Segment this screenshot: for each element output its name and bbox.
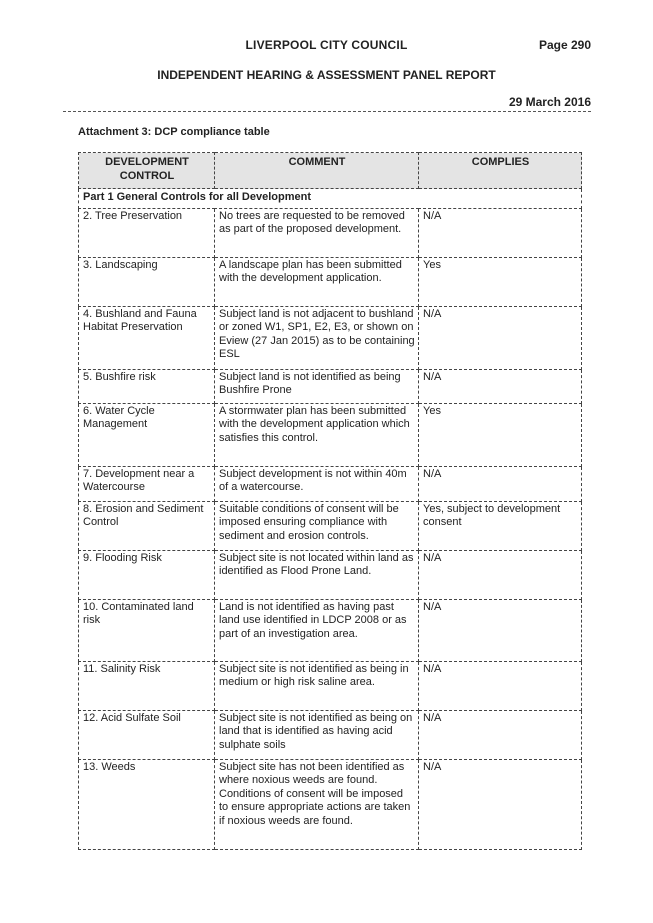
complies-cell: N/A [419, 599, 582, 661]
header-divider [63, 111, 591, 112]
comment-cell: A stormwater plan has been submitted with the development application which satisfies this control. [215, 403, 419, 466]
table-row [79, 306, 582, 369]
complies-cell: N/A [419, 208, 582, 257]
column-header-comment: COMMENT [215, 153, 419, 189]
table-row [79, 550, 582, 599]
complies-cell: Yes, subject to development consent [419, 501, 582, 550]
table-row [79, 369, 582, 403]
comment-cell: Subject development is not within 40m of a watercourse. [215, 466, 419, 501]
complies-cell: N/A [419, 466, 582, 501]
complies-cell: N/A [419, 661, 582, 710]
column-header-control: DEVELOPMENT CONTROL [79, 153, 215, 189]
report-date: 29 March 2016 [508, 95, 591, 109]
control-cell: 13. Weeds [79, 759, 215, 849]
control-cell: 2. Tree Preservation [79, 208, 215, 257]
table-row [79, 599, 582, 661]
comment-cell: Subject site has not been identified as where noxious weeds are found. Conditions of consent will be imposed to ensure appropriate actions are taken if noxious weeds are found. [215, 759, 419, 849]
council-name: LIVERPOOL CITY COUNCIL [245, 38, 408, 52]
complies-cell: N/A [419, 306, 582, 369]
control-cell: 5. Bushfire risk [79, 369, 215, 403]
control-cell: 3. Landscaping [79, 257, 215, 306]
comment-cell: Subject site is not identified as being on land that is identified as having acid sulphate soils [215, 710, 419, 759]
complies-cell: N/A [419, 369, 582, 403]
comment-cell: No trees are requested to be removed as part of the proposed development. [215, 208, 419, 257]
section-heading-row [79, 189, 582, 209]
comment-cell: Subject site is not located within land as identified as Flood Prone Land. [215, 550, 419, 599]
report-title: INDEPENDENT HEARING & ASSESSMENT PANEL REPORT [157, 68, 496, 82]
complies-cell: Yes [419, 403, 582, 466]
complies-cell: N/A [419, 550, 582, 599]
comment-cell: Suitable conditions of consent will be imposed ensuring compliance with sediment and erosion controls. [215, 501, 419, 550]
control-cell: 4. Bushland and Fauna Habitat Preservation [79, 306, 215, 369]
comment-cell: A landscape plan has been submitted with the development application. [215, 257, 419, 306]
complies-cell: Yes [419, 257, 582, 306]
comment-cell: Land is not identified as having past land use identified in LDCP 2008 or as part of an investigation area. [215, 599, 419, 661]
comment-cell: Subject site is not identified as being in medium or high risk saline area. [215, 661, 419, 710]
complies-cell: N/A [419, 759, 582, 849]
table-row [79, 208, 582, 257]
comment-cell: Subject land is not adjacent to bushland or zoned W1, SP1, E2, E3, or shown on Eview (27 Jan 2015) as to be containing ESL [215, 306, 419, 369]
table-row [79, 403, 582, 466]
table-row [79, 466, 582, 501]
table-row [79, 759, 582, 849]
section-heading: Part 1 General Controls for all Development [79, 189, 582, 209]
dcp-compliance-table [78, 152, 582, 850]
attachment-title: Attachment 3: DCP compliance table [78, 126, 270, 138]
control-cell: 8. Erosion and Sediment Control [79, 501, 215, 550]
table-row [79, 710, 582, 759]
control-cell: 6. Water Cycle Management [79, 403, 215, 466]
complies-cell: N/A [419, 710, 582, 759]
table-row [79, 501, 582, 550]
table-header-row [79, 153, 582, 189]
control-cell: 11. Salinity Risk [79, 661, 215, 710]
table-row [79, 257, 582, 306]
column-header-complies: COMPLIES [419, 153, 582, 189]
control-cell: 7. Development near a Watercourse [79, 466, 215, 501]
table-row [79, 661, 582, 710]
page-number: Page 290 [538, 38, 591, 52]
comment-cell: Subject land is not identified as being Bushfire Prone [215, 369, 419, 403]
control-cell: 10. Contaminated land risk [79, 599, 215, 661]
control-cell: 12. Acid Sulfate Soil [79, 710, 215, 759]
control-cell: 9. Flooding Risk [79, 550, 215, 599]
